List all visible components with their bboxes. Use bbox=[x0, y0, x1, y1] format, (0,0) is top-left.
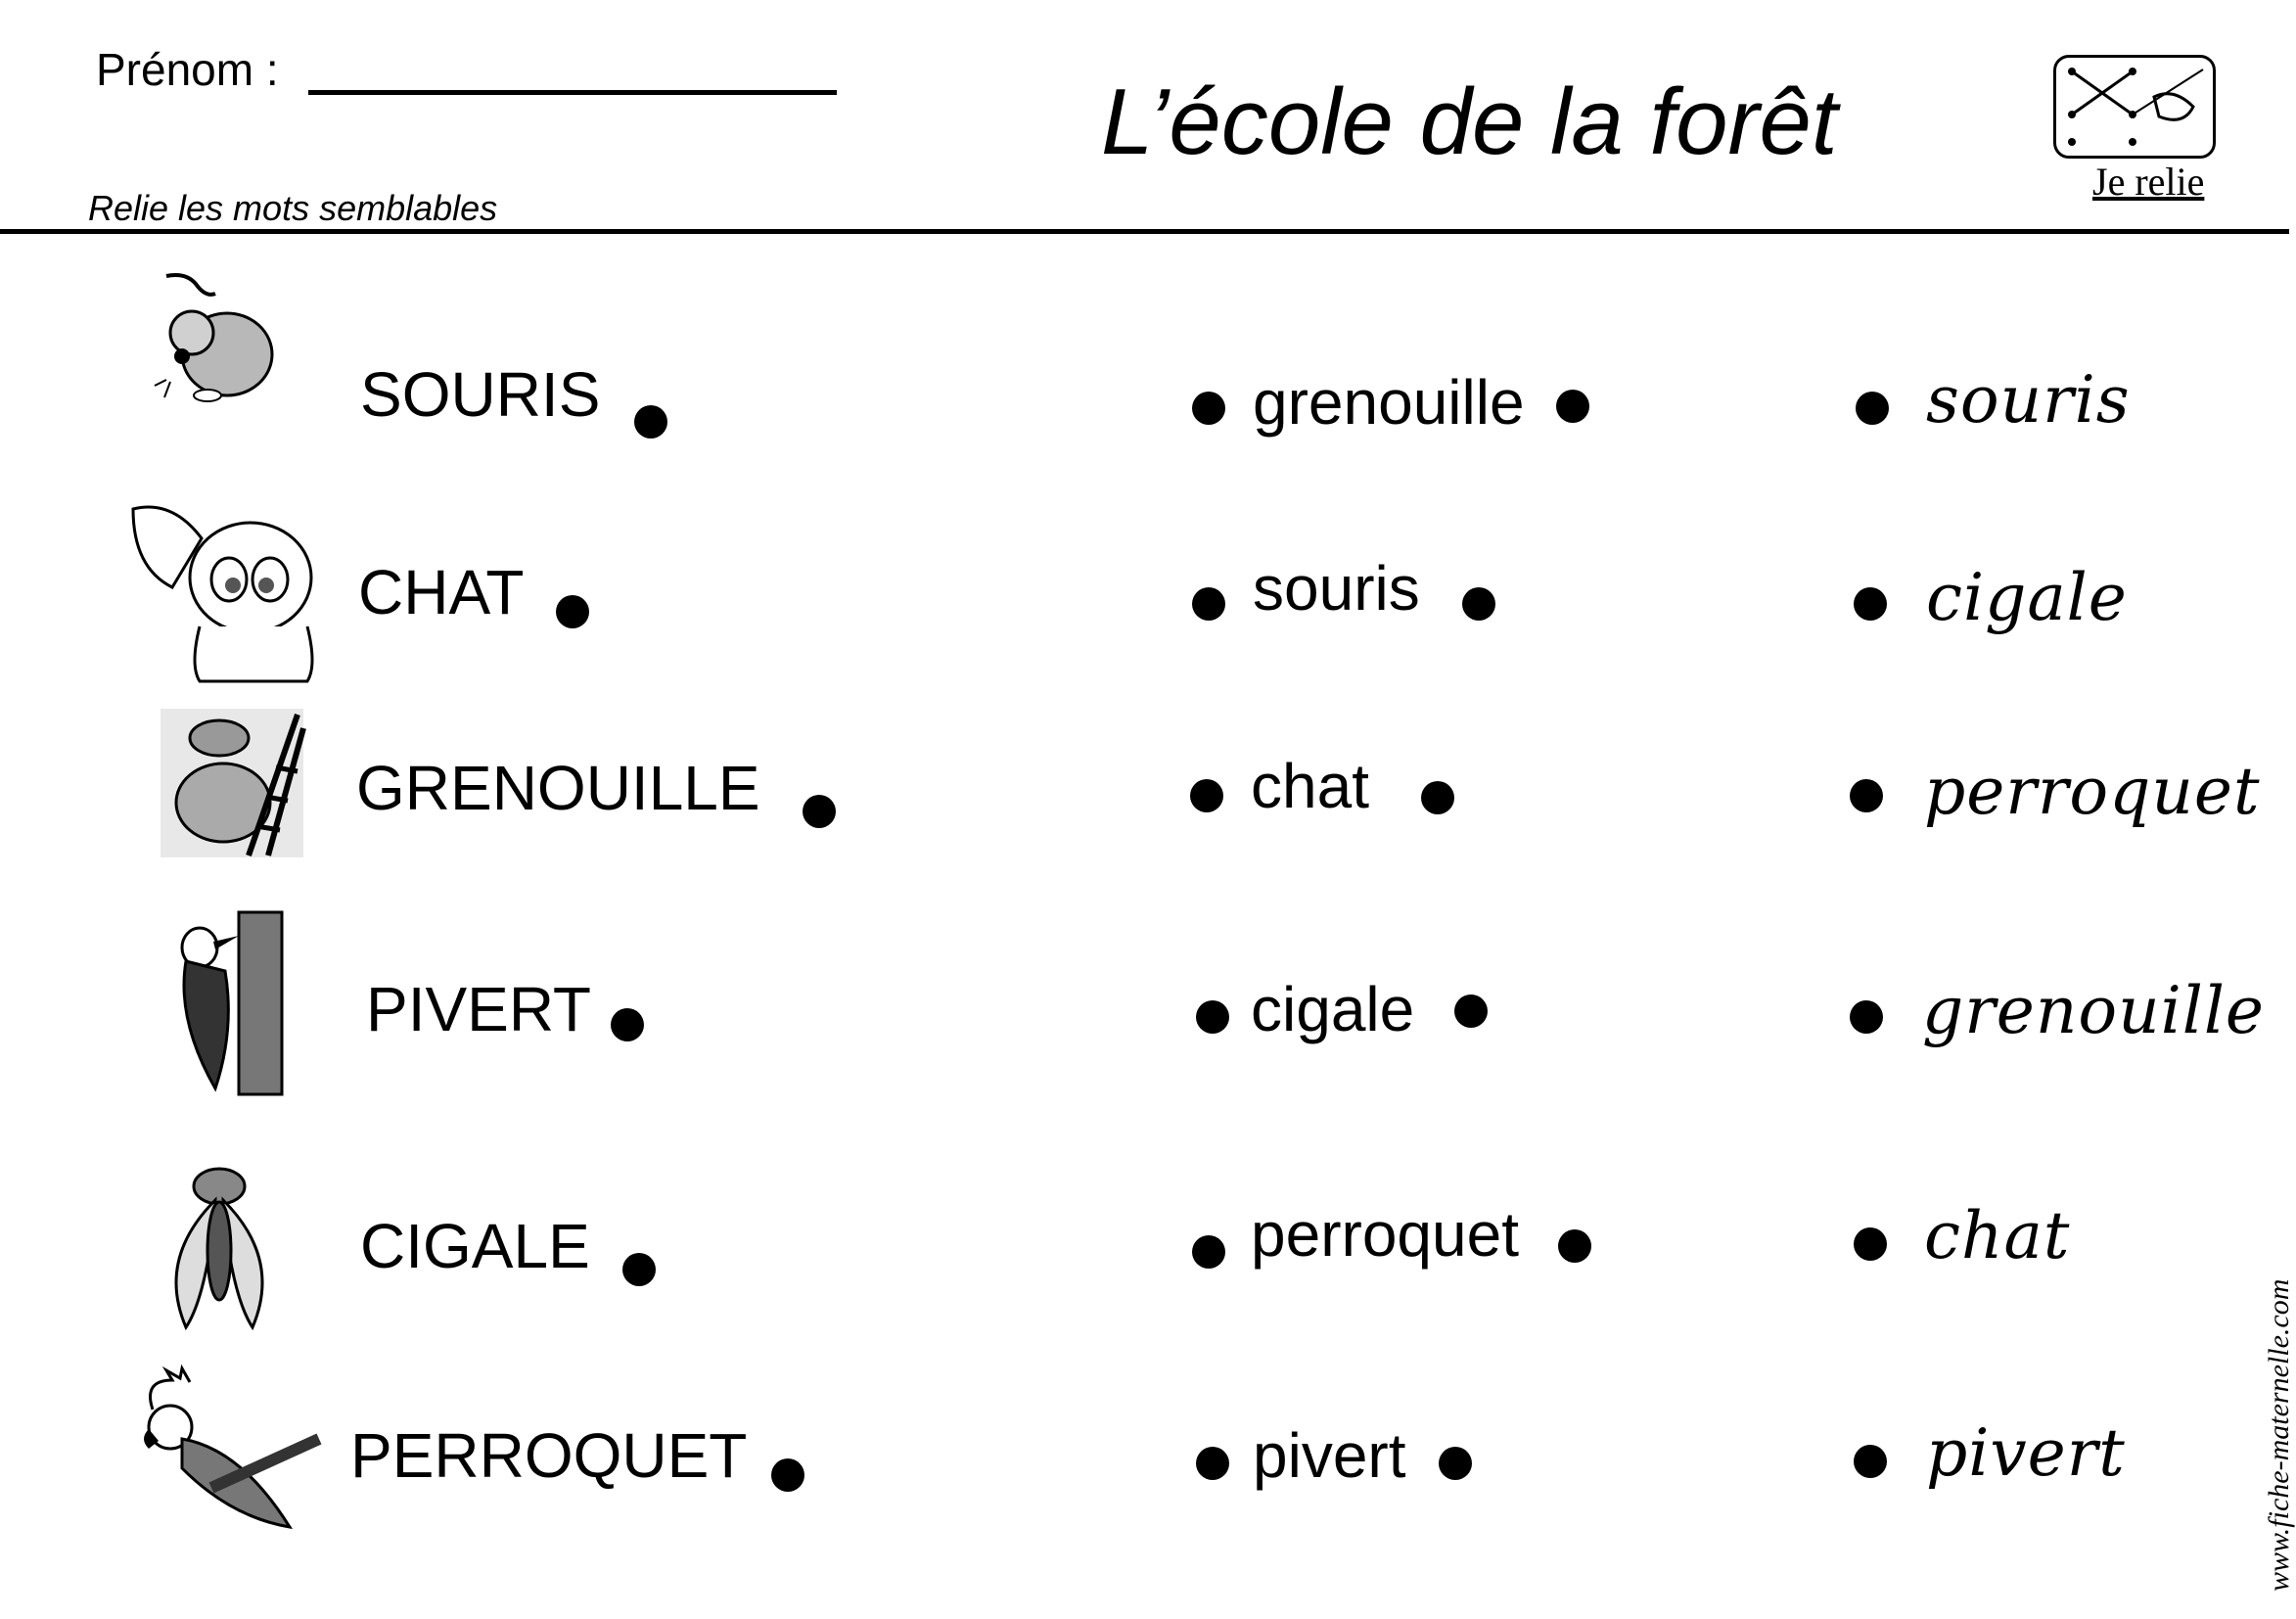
script-word-5-left-dot[interactable] bbox=[1192, 1235, 1225, 1269]
cursive-word-2: cigale bbox=[1926, 560, 2128, 635]
instruction-text: Relie les mots semblables bbox=[88, 188, 498, 228]
cursive-word-3-dot[interactable] bbox=[1850, 779, 1883, 812]
capital-word-2-dot[interactable] bbox=[556, 595, 589, 628]
script-word-1: grenouille bbox=[1253, 367, 1525, 438]
prenom-label: Prénom : bbox=[96, 44, 279, 95]
script-word-1-right-dot[interactable] bbox=[1556, 390, 1589, 423]
cursive-word-4: grenouille bbox=[1922, 973, 2265, 1048]
capital-word-3: GRENOUILLE bbox=[356, 753, 760, 823]
prenom-write-line[interactable] bbox=[308, 90, 837, 95]
script-word-6-left-dot[interactable] bbox=[1196, 1447, 1229, 1480]
script-word-6-right-dot[interactable] bbox=[1439, 1447, 1472, 1480]
cursive-word-2-dot[interactable] bbox=[1854, 587, 1887, 621]
je-relie-caption: Je relie bbox=[2092, 160, 2205, 204]
script-word-1-left-dot[interactable] bbox=[1192, 392, 1225, 425]
script-word-6: pivert bbox=[1253, 1420, 1406, 1491]
cursive-word-5-dot[interactable] bbox=[1854, 1227, 1887, 1261]
cursive-word-4-dot[interactable] bbox=[1850, 1000, 1883, 1034]
cicada-icon bbox=[157, 1157, 284, 1333]
capital-word-3-dot[interactable] bbox=[803, 795, 836, 828]
cursive-word-1: souris bbox=[1926, 362, 2131, 438]
cursive-word-5: chat bbox=[1924, 1198, 2071, 1273]
capital-word-4: PIVERT bbox=[366, 974, 591, 1044]
cat-icon bbox=[123, 489, 319, 685]
cursive-word-6: pivert bbox=[1926, 1415, 2126, 1491]
script-word-4-left-dot[interactable] bbox=[1196, 1000, 1229, 1034]
script-word-3-left-dot[interactable] bbox=[1190, 779, 1223, 812]
script-word-2-right-dot[interactable] bbox=[1462, 587, 1495, 621]
mouse-icon bbox=[157, 272, 282, 439]
capital-word-2: CHAT bbox=[358, 557, 525, 627]
woodpecker-icon bbox=[157, 912, 284, 1094]
capital-word-6: PERROQUET bbox=[350, 1420, 748, 1491]
script-word-2: souris bbox=[1253, 553, 1420, 624]
parrot-icon bbox=[123, 1370, 319, 1537]
capital-word-1-dot[interactable] bbox=[634, 405, 667, 439]
script-word-4: cigale bbox=[1251, 974, 1415, 1044]
website-credit: www.fiche-maternelle.com bbox=[2263, 1278, 2295, 1592]
script-word-4-right-dot[interactable] bbox=[1454, 995, 1488, 1028]
capital-word-1: SOURIS bbox=[360, 359, 601, 430]
cursive-word-6-dot[interactable] bbox=[1854, 1445, 1887, 1478]
page-title: L’école de la forêt bbox=[1101, 69, 1838, 174]
script-word-5: perroquet bbox=[1251, 1199, 1519, 1270]
cursive-word-1-dot[interactable] bbox=[1856, 392, 1889, 425]
script-word-2-left-dot[interactable] bbox=[1192, 587, 1225, 621]
frog-icon bbox=[161, 709, 303, 857]
script-word-3: chat bbox=[1251, 751, 1369, 821]
connect-dots-icon bbox=[2053, 55, 2216, 159]
script-word-5-right-dot[interactable] bbox=[1558, 1229, 1591, 1263]
capital-word-5: CIGALE bbox=[360, 1211, 590, 1281]
capital-word-6-dot[interactable] bbox=[771, 1458, 804, 1492]
script-word-3-right-dot[interactable] bbox=[1421, 781, 1454, 814]
capital-word-4-dot[interactable] bbox=[611, 1008, 644, 1041]
cursive-word-3: perroquet bbox=[1924, 754, 2261, 829]
header-divider bbox=[0, 229, 2289, 234]
capital-word-5-dot[interactable] bbox=[622, 1253, 656, 1286]
